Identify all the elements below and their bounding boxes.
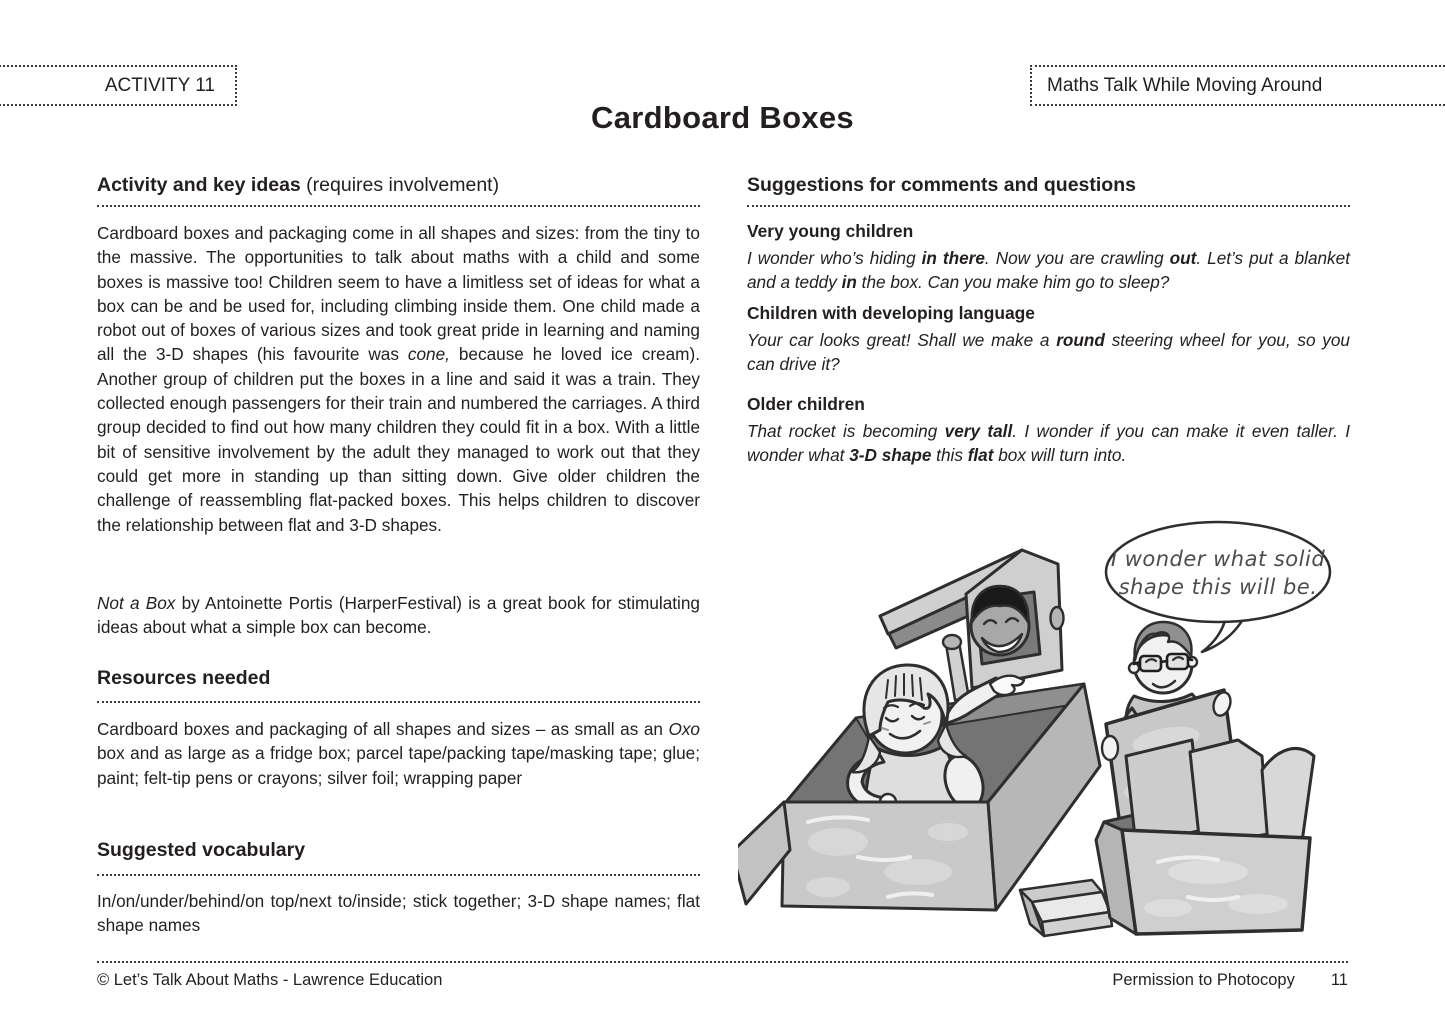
group-label-older-children: Older children — [747, 394, 865, 414]
series-title-label: Maths Talk While Moving Around — [1047, 74, 1323, 96]
page-number: 11 — [1330, 971, 1348, 989]
tray-box-icon — [1020, 880, 1112, 936]
vocabulary-text: In/on/under/behind/on top/next to/inside; stick together; 3-D shape names; flat shape names — [97, 891, 700, 936]
activity-paragraph-2: Not a Box by Antoinette Portis (HarperFestival) is a great book for stimulating ideas about what a simple box can become. — [97, 593, 700, 638]
children-with-boxes-illustration — [738, 512, 1445, 962]
page-title: Cardboard Boxes — [591, 100, 854, 135]
rule-under-vocabulary-heading — [97, 874, 700, 876]
resources-text: Cardboard boxes and packaging of all shapes and sizes – as small as an Oxo box and as large as a fridge box; parcel tape/packing tape/masking tape; glue; paint; felt-tip pens or crayons; silver foil; wrapping paper — [97, 719, 700, 788]
large-box-front-icon — [738, 802, 996, 910]
resources-heading: Resources needed — [97, 667, 271, 689]
group-label-very-young: Very young children — [747, 221, 914, 241]
activity-section-heading: Activity and key ideas (requires involvement) — [97, 174, 500, 196]
rule-under-resources-heading — [97, 701, 700, 703]
speech-text-line2: shape this will be. — [1118, 575, 1318, 599]
footer-right-group — [1112, 971, 1348, 990]
quote-very-young: I wonder who’s hiding in there. Now you are crawling out. Let’s put a blanket and a teddy in the box. Can you make him go to sleep? — [747, 248, 1350, 293]
footer-rule — [97, 961, 1348, 963]
quote-developing-language: Your car looks great! Shall we make a round steering wheel for you, so you can drive it? — [747, 330, 1350, 375]
rule-under-suggestions-heading — [747, 205, 1350, 207]
quote-older-children: That rocket is becoming very tall. I wonder if you can make it even taller. I wonder what 3-D shape this flat box will turn into. — [747, 421, 1351, 466]
speech-text-line1: I wonder what solid — [1110, 547, 1326, 571]
activity-paragraph-1: Cardboard boxes and packaging come in all shapes and sizes: from the tiny to the massive. The opportunities to talk about maths with a child and some boxes is massive too! Children seem to have a limitless set of ideas for what a box can be and be used for, including climbing inside them. One child made a robot out of boxes of various sizes and took great pride in learning and naming all the 3-D shapes (his favourite was cone, because he loved ice cream). Another group of children put the boxes in a line and said it was a train. They collected enough passengers for their train and numbered the carriages. A third group decided to find out how many children they could fit in a box. With a little bit of sensitive involvement by the adult they managed to work out that they could get more in standing up than sitting down. Give older children the challenge of reassembling flat-packed boxes. This helps children to discover the relationship between flat and 3-D shapes. — [97, 223, 700, 535]
vocabulary-heading: Suggested vocabulary — [97, 839, 306, 861]
copyright-text: © Let’s Talk About Maths - Lawrence Education — [97, 971, 443, 989]
rule-under-activity-heading — [97, 205, 700, 207]
activity-number-label: ACTIVITY 11 — [104, 74, 215, 96]
group-label-developing-language: Children with developing language — [747, 303, 1035, 323]
box-of-sheets-icon — [1096, 740, 1314, 934]
suggestions-heading: Suggestions for comments and questions — [747, 174, 1136, 196]
permission-text: Permission to Photocopy — [1112, 971, 1295, 989]
